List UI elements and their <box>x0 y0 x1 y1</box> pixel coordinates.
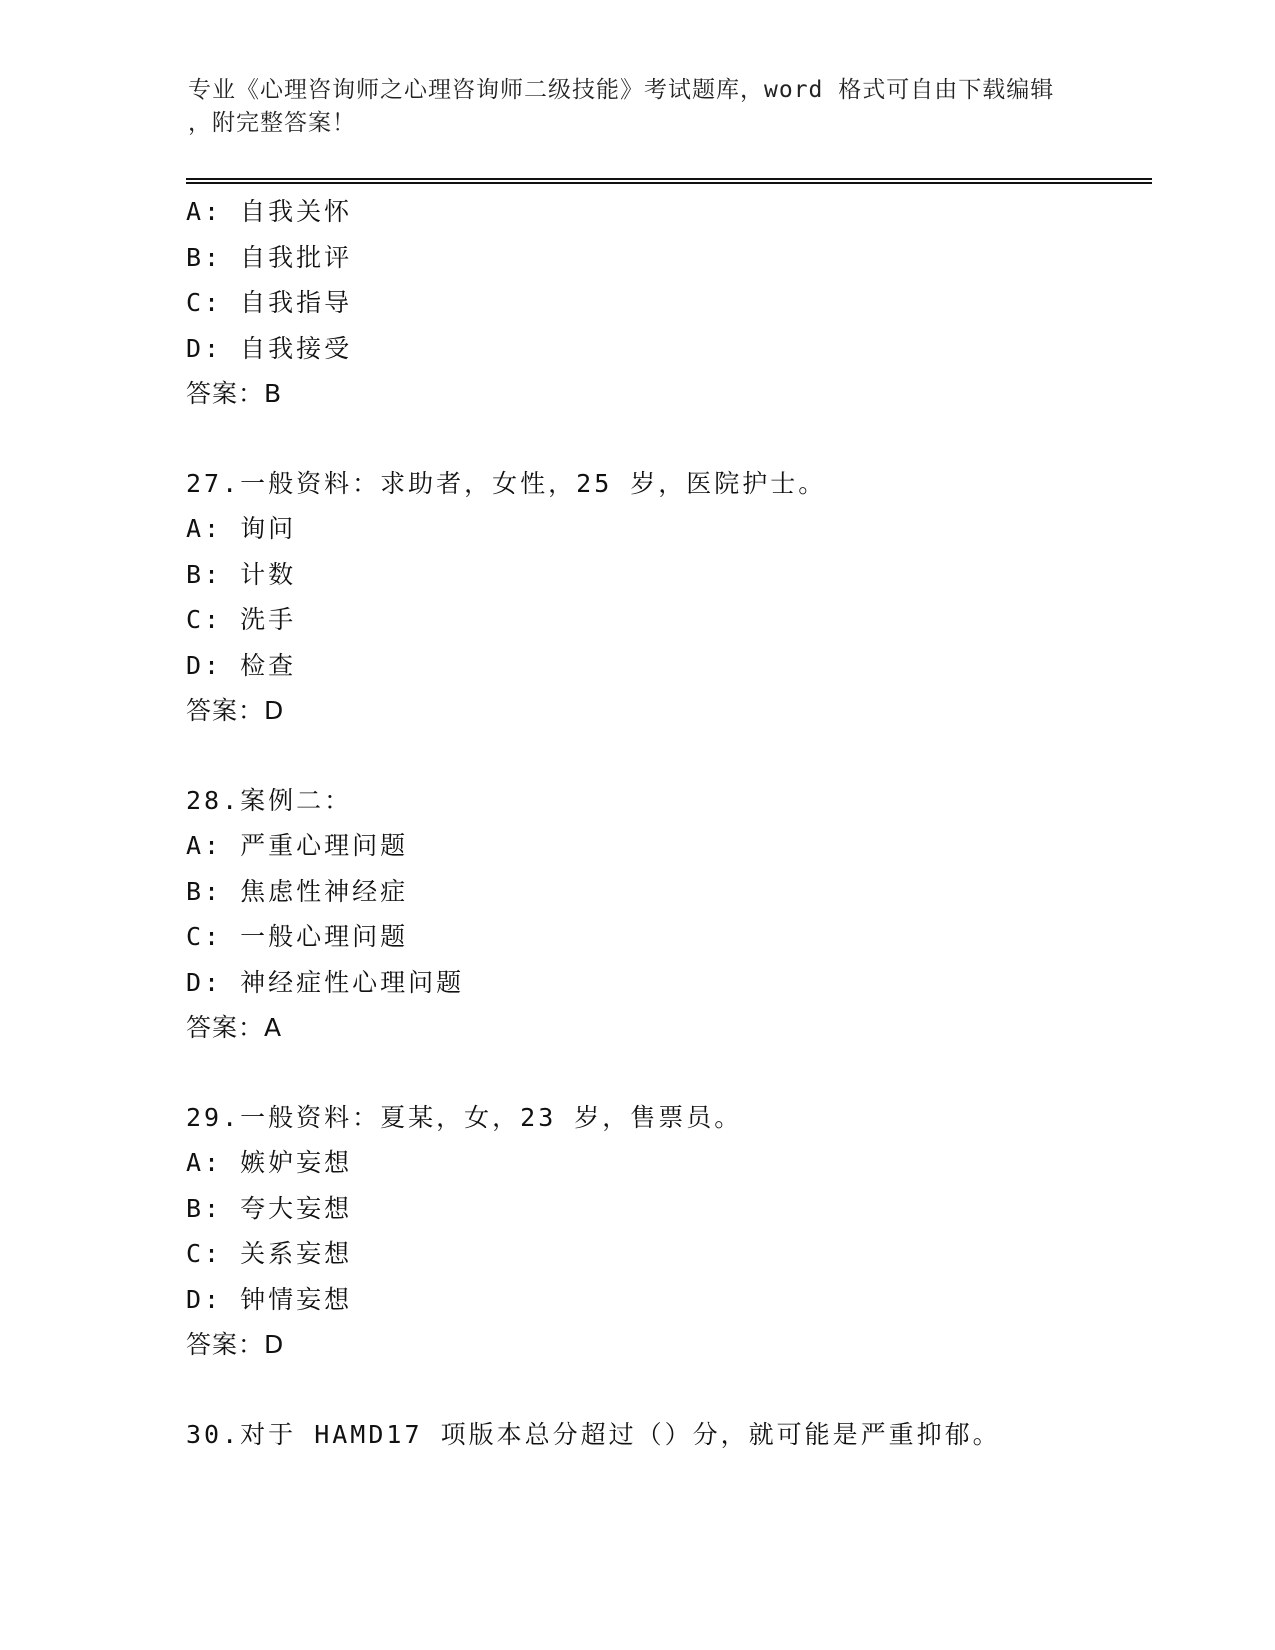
option-b: B: 夸大妄想 <box>186 1193 353 1223</box>
answer-line: 答案：A <box>186 1013 283 1042</box>
option-c: C: 自我指导 <box>186 288 353 317</box>
rule-line-bottom <box>186 182 1152 184</box>
spacer <box>186 734 1166 778</box>
question-list <box>186 189 1166 1457</box>
header-double-rule <box>186 178 1152 184</box>
option-c: C: 一般心理问题 <box>186 922 409 951</box>
spacer <box>186 417 1166 461</box>
question-text: 28.案例二： <box>186 785 353 815</box>
rule-line-top <box>186 178 1152 180</box>
question-block-27 <box>186 461 1166 734</box>
option-b: B: 计数 <box>186 559 297 589</box>
answer-line: 答案：D <box>186 1330 285 1359</box>
option-a: A: 询问 <box>186 514 297 543</box>
document-header <box>188 74 1068 140</box>
question-text: 27.一般资料：求助者，女性，25 岁，医院护士。 <box>186 468 827 498</box>
question-block-30 <box>186 1412 1166 1458</box>
option-c: C: 关系妄想 <box>186 1239 353 1268</box>
option-d: D: 钟情妄想 <box>186 1284 353 1314</box>
option-b: B: 焦虑性神经症 <box>186 876 409 906</box>
answer-line: 答案：B <box>186 379 283 408</box>
header-line-1: 专业《心理咨询师之心理咨询师二级技能》考试题库，word 格式可自由下载编辑 <box>188 77 1055 103</box>
spacer <box>186 1368 1166 1412</box>
option-d: D: 神经症性心理问题 <box>186 967 465 997</box>
answer-line: 答案：D <box>186 696 285 725</box>
question-text: 29.一般资料：夏某，女，23 岁，售票员。 <box>186 1102 743 1132</box>
option-d: D: 自我接受 <box>186 333 353 363</box>
question-block-28 <box>186 778 1166 1051</box>
header-line-2: ，附完整答案！ <box>188 110 356 136</box>
question-block-29 <box>186 1095 1166 1368</box>
question-block-26 <box>186 189 1166 417</box>
option-a: A: 严重心理问题 <box>186 831 409 860</box>
option-b: B: 自我批评 <box>186 242 353 272</box>
option-a: A: 自我关怀 <box>186 197 353 226</box>
option-d: D: 检查 <box>186 650 297 680</box>
question-text: 30.对于 HAMD17 项版本总分超过（）分，就可能是严重抑郁。 <box>186 1419 1001 1449</box>
option-a: A: 嫉妒妄想 <box>186 1148 353 1177</box>
spacer <box>186 1051 1166 1095</box>
option-c: C: 洗手 <box>186 605 297 634</box>
